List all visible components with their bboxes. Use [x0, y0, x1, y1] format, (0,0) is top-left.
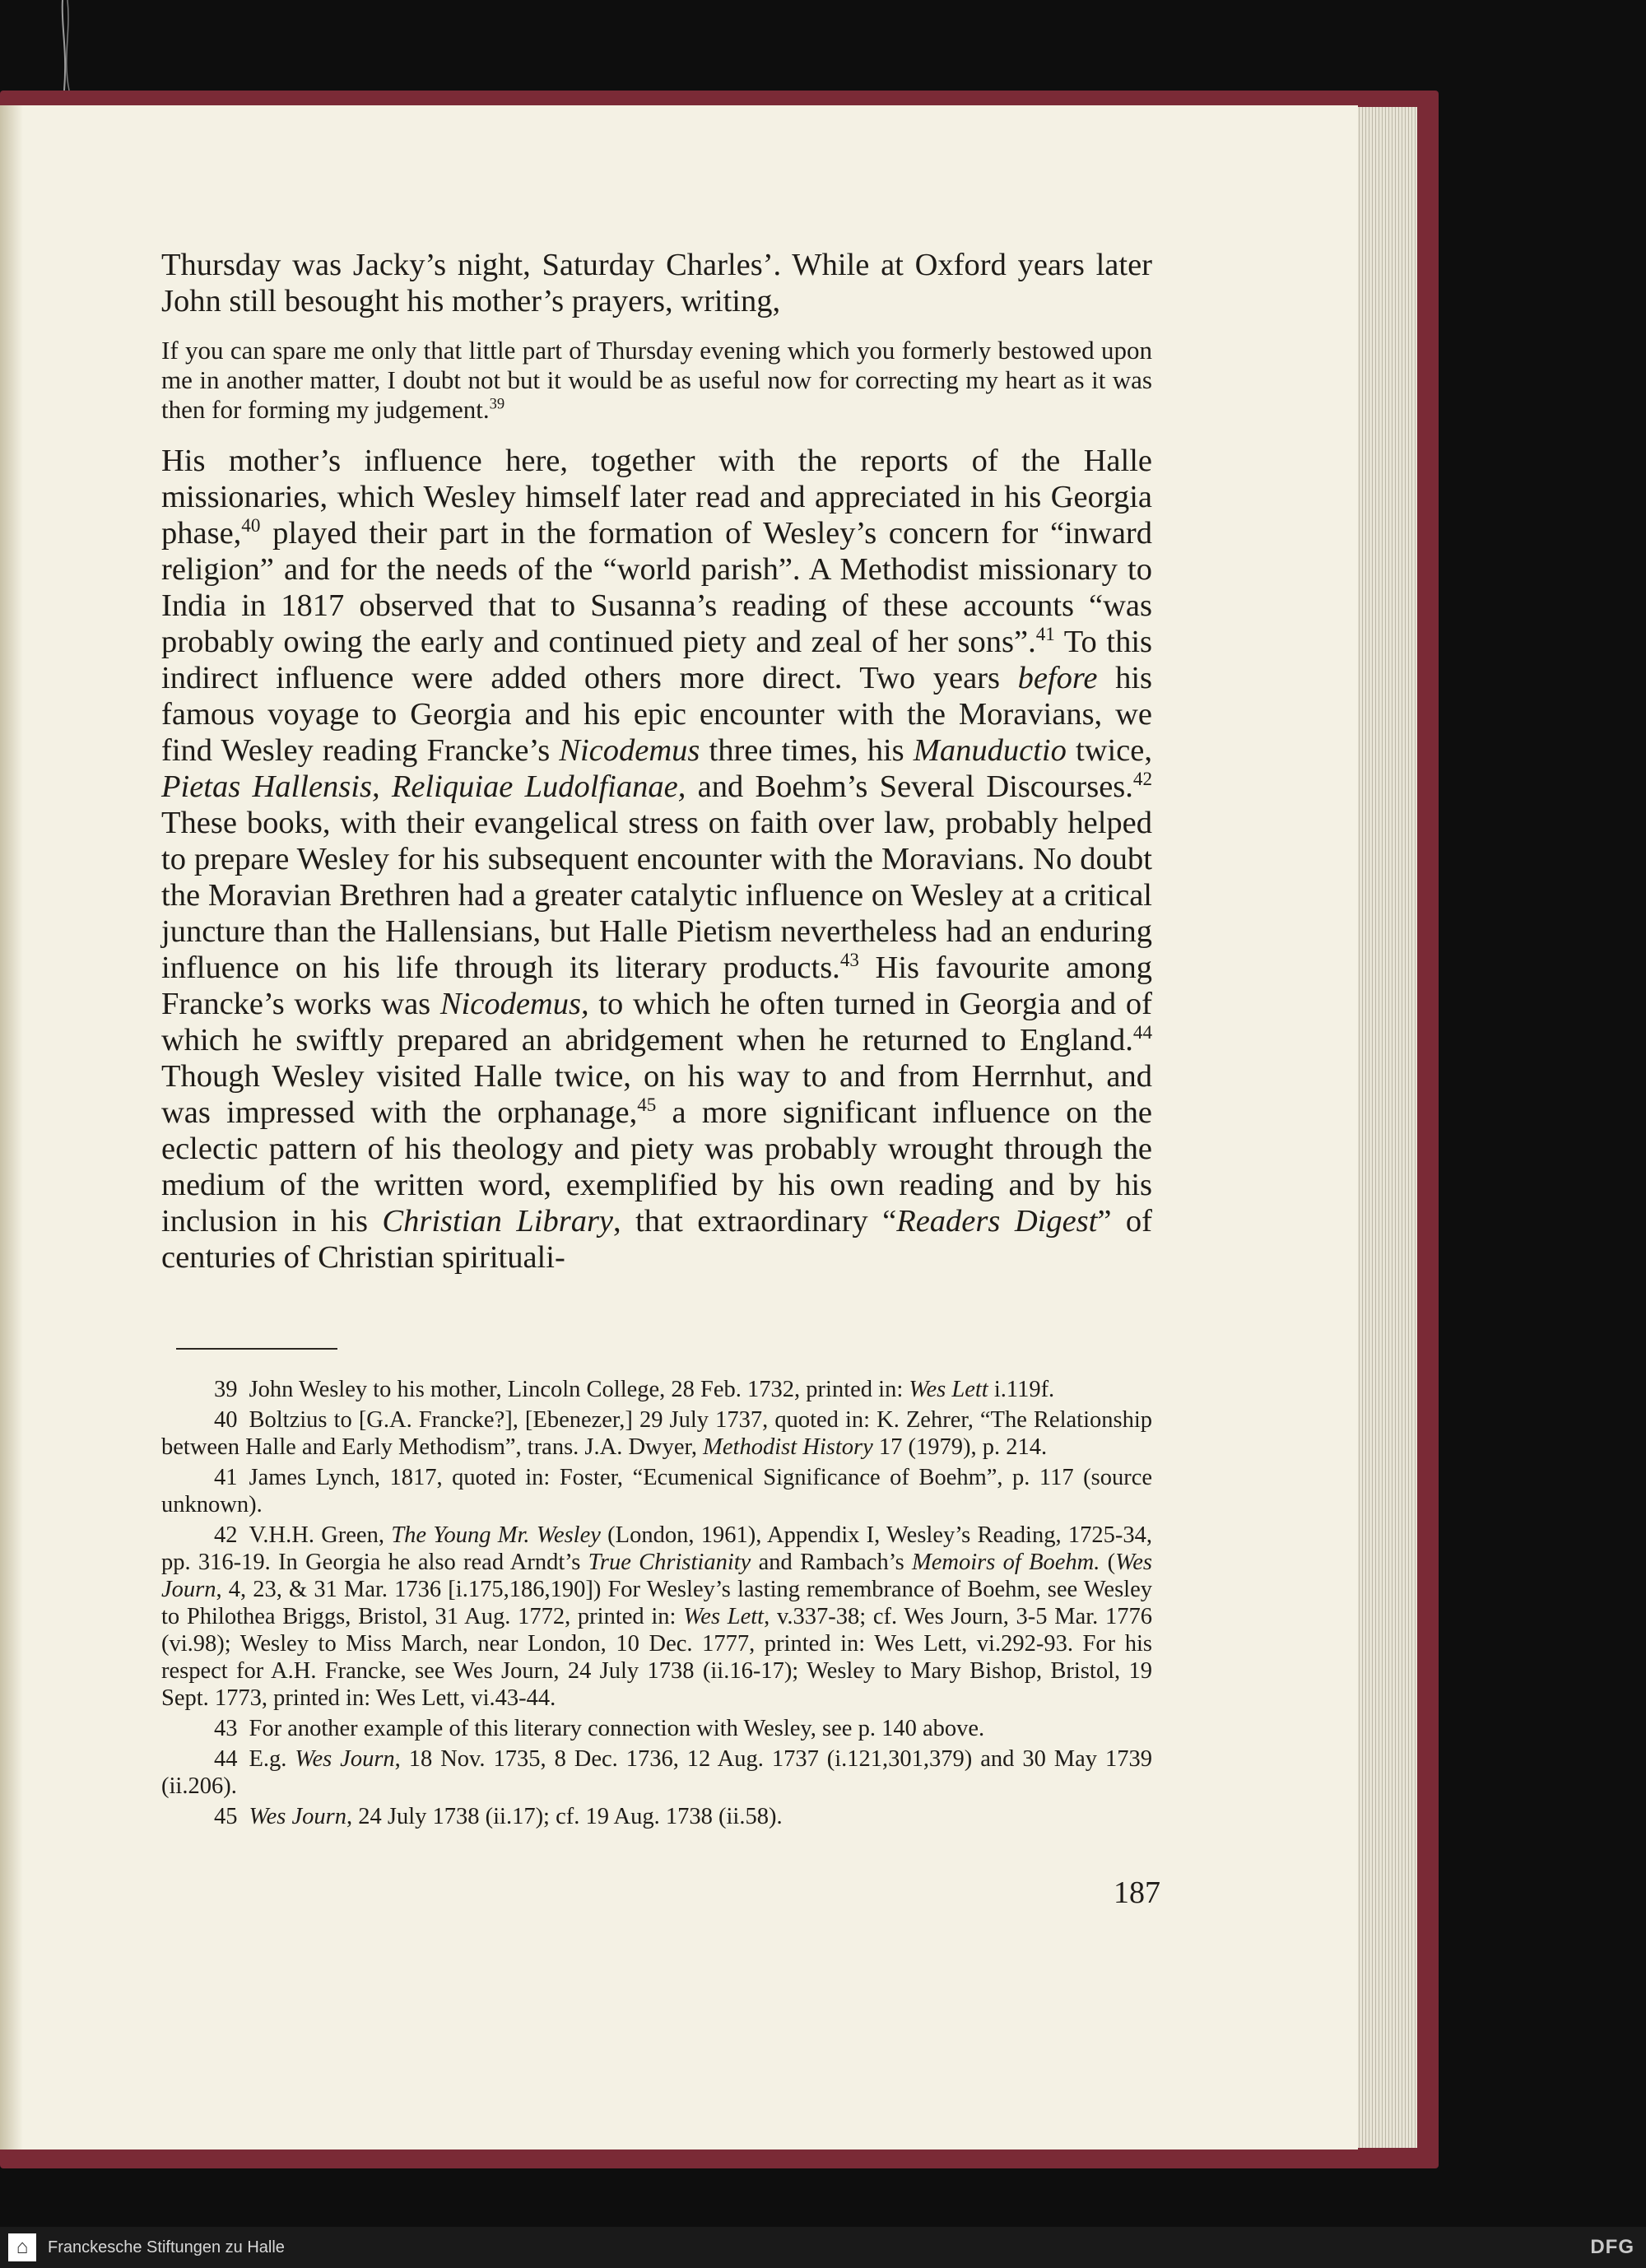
footnote-ref: 39 [489, 395, 505, 413]
footnote-41: 41 James Lynch, 1817, quoted in: Foster, “Ecumenical Significance of Boehm”, p. 117 (source unknown). [161, 1465, 1152, 1517]
footnote-45: 45 Wes Journ, 24 July 1738 (ii.17); cf. 19 Aug. 1738 (ii.58). [214, 1804, 783, 1829]
footnote-ref: 43 [839, 949, 859, 971]
footnote-ref: 44 [1132, 1021, 1152, 1043]
footnote-rule [176, 1348, 337, 1350]
page-gutter [0, 105, 23, 2149]
block-quote: If you can spare me only that little part of Thursday evening which you formerly bestowed upon me in another matter, I doubt not but it would be as useful now for correcting my heart as it was then for forming my judgement.$^{39}$ [161, 336, 1152, 424]
footnote-42: 42 V.H.H. Green, The Young Mr. Wesley (London, 1961), Appendix I, Wesley’s Reading, 1725-34, pp. 316-19. In Georgia he also read Arndt’s True Christianity and Rambach’s Memoirs of Boehm. (Wes Journ, 4, 23, & 31 Mar. 1736 [i.175,186,190]) For Wesley’s lasting remembrance of Boehm, see Wesley to Philothea Briggs, Bristol, 31 Aug. 1772, printed in: Wes Lett, v.337-38; cf. Wes Journ, 3-5 Mar. 1776 (vi.98); Wesley to Miss March, near London, 10 Dec. 1777, printed in: Wes Lett, vi.292-93. For his respect for A.H. Francke, see Wes Journ, 24 July 1738 (ii.16-17); Wesley to Mary Bishop, Bristol, 19 Sept. 1773, printed in: Wes Lett, vi.43-44. [161, 1522, 1153, 1711]
footnote-43: 43 For another example of this literary connection with Wesley, see p. 140 above. [214, 1716, 985, 1741]
paragraph-1: Thursday was Jacky’s night, Saturday Charles’. While at Oxford years later John still besought his mother’s prayers, writing, [161, 248, 1152, 318]
paragraph-2: His mother’s influence here, together with the reports of the Halle missionaries, which Wesley himself later read and appreciated in his Georgia phase,$^{40}$ played their part in the formation of Wesley’s concern for “inward religion” and for the needs of the “world parish”. A Methodist missionary to India in 1817 observed that to Susanna’s reading of these accounts “was probably owing the early and continued piety and zeal of her sons”.$^{41}$ To this indirect influence were added others more direct. Two years before his famous voyage to Georgia and his epic encounter with the Moravians, we find Wesley reading Francke’s Nicodemus three times, his Manuductio twice, Pietas Hallensis, Reliquiae Ludolfianae, and Boehm’s Several Discourses.$^{42}$ These books, with their evangelical stress on faith over law, probably helped to prepare Wesley for his subsequent encounter with the Moravians. No doubt the Moravian Brethren had a greater catalytic influence on Wesley at a critical juncture than the Hallensians, but Halle Pietism nevertheless had an enduring influence on his life through its literary products.$^{43}$ His favourite among Francke’s works was Nicodemus, to which he often turned in Georgia and of which he swiftly prepared an abridgement when he returned to England.$^{44}$ Though Wesley visited Halle twice, on his way to and from Herrnhut, and was impressed with the orphanage,$^{45}$ a more significant influence on the eclectic pattern of his theology and piety was probably wrought through the medium of the written word, exemplified by his own reading and by his inclusion in his Christian Library, that extraordinary “Readers Digest” of centuries of Christian spirituali- [161, 444, 1153, 1275]
dfg-logo: DFG [1590, 2236, 1634, 2258]
footnote-ref: 40 [241, 514, 261, 537]
footnote-ref: 41 [1035, 623, 1055, 645]
viewer-footer [0, 2227, 1646, 2268]
bookmark-thread [46, 0, 87, 91]
page-number: 187 [1114, 1875, 1160, 1910]
footnote-40: 40 Boltzius to [G.A. Francke?], [Ebenezer,] 29 July 1737, quoted in: K. Zehrer, “The Relationship between Halle and Early Methodism”, trans. J.A. Dwyer, Methodist History 17 (1979), p. 214. [161, 1407, 1152, 1460]
institution-logo-icon: ⌂ [8, 2233, 36, 2261]
footnote-39: 39 John Wesley to his mother, Lincoln College, 28 Feb. 1732, printed in: Wes Lett i.119f. [214, 1377, 1055, 1402]
footnote-ref: 42 [1132, 768, 1152, 790]
page-text [161, 247, 1152, 1833]
page-edges [1350, 107, 1417, 2148]
footnote-44: 44 E.g. Wes Journ, 18 Nov. 1735, 8 Dec. 1736, 12 Aug. 1737 (i.121,301,379) and 30 May 1739 (ii.206). [161, 1746, 1152, 1799]
institution-name: Franckesche Stiftungen zu Halle [48, 2238, 285, 2256]
footnote-ref: 45 [637, 1094, 657, 1116]
